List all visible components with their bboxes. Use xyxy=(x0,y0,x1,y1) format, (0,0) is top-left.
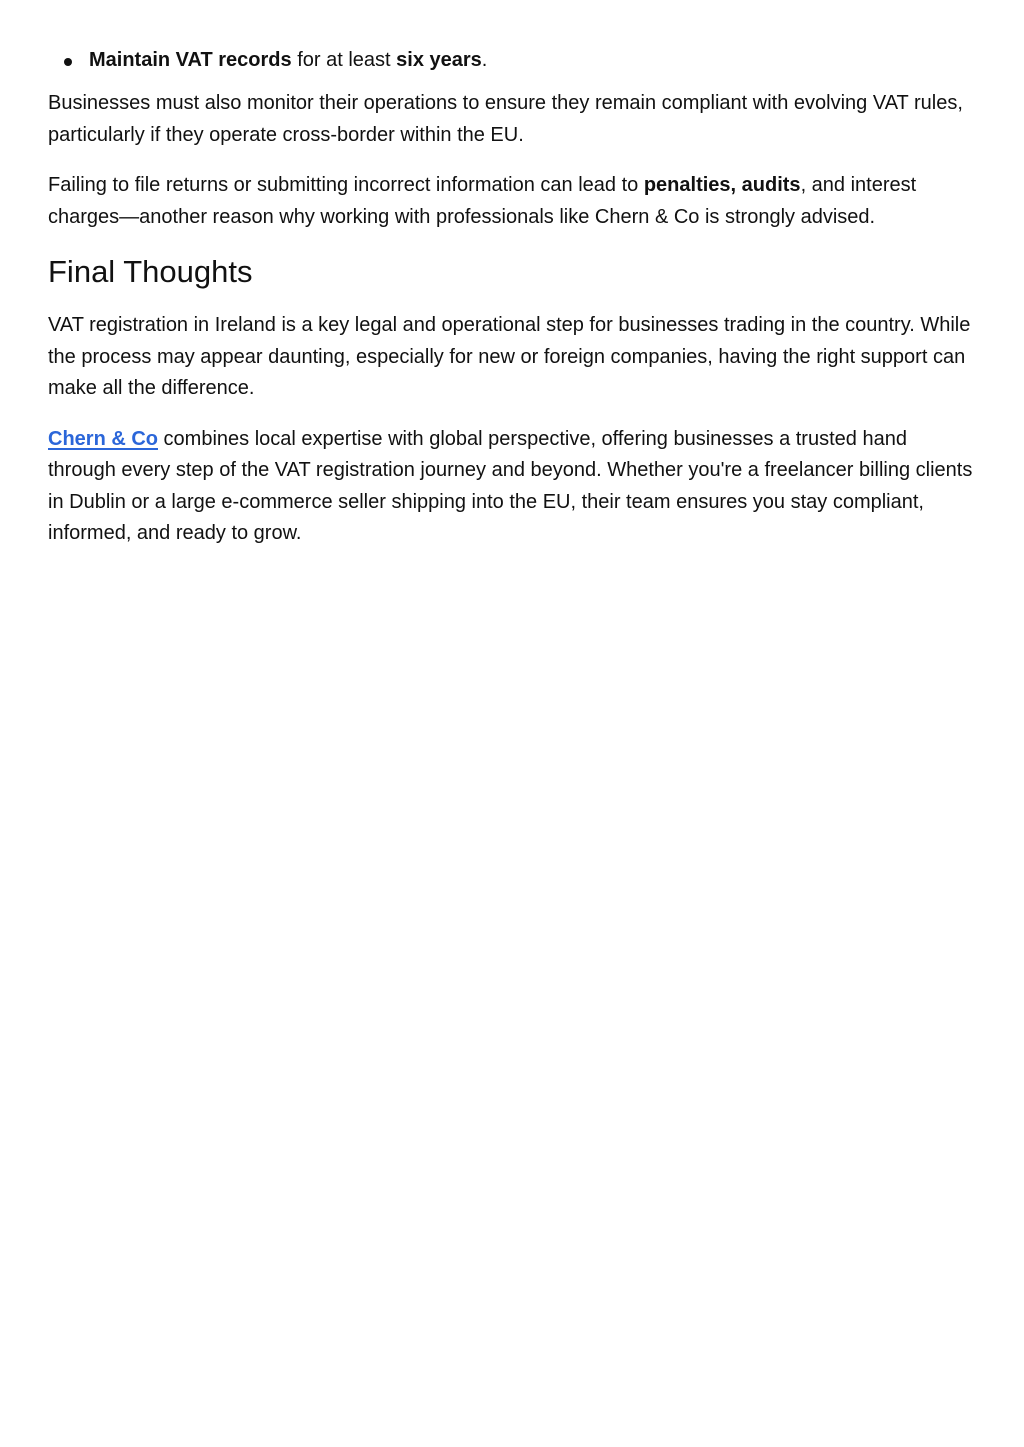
paragraph-penalties xyxy=(48,170,978,233)
document-page xyxy=(48,44,978,569)
body-text: , and interest charges—another reason why working with professionals like Chern & Co is strongly advised. xyxy=(48,174,917,228)
body-text: . xyxy=(481,49,488,71)
paragraph-chern-co xyxy=(48,424,978,550)
bold-text: six years xyxy=(396,49,482,71)
bold-text: penalties, audits xyxy=(643,174,801,196)
section-heading: Final Thoughts xyxy=(48,254,253,289)
list-item xyxy=(48,44,978,76)
paragraph-summary: VAT registration in Ireland is a key legal and operational step for businesses trading in the country. While the process may appear daunting, especially for new or foreign companies, having the right support can make all the difference. xyxy=(48,314,971,399)
body-text: combines local expertise with global perspective, offering businesses a trusted hand through every step of the VAT registration journey and beyond. Whether you're a freelancer billing clients in Dublin or a large e-commerce seller shipping into the EU, their team ensures you stay compliant, informed, and ready to grow. xyxy=(48,427,973,544)
paragraph-compliance: Businesses must also monitor their operations to ensure they remain compliant with evolving VAT rules, particularly if they operate cross-border within the EU. xyxy=(48,92,963,146)
bullet-list xyxy=(48,44,978,76)
body-text: Failing to file returns or submitting incorrect information can lead to xyxy=(48,174,644,196)
chern-co-link[interactable]: Chern & Co xyxy=(48,427,158,450)
bold-text: Maintain VAT records xyxy=(89,49,292,71)
bullet-icon xyxy=(64,58,72,66)
body-text: for at least xyxy=(291,49,397,71)
